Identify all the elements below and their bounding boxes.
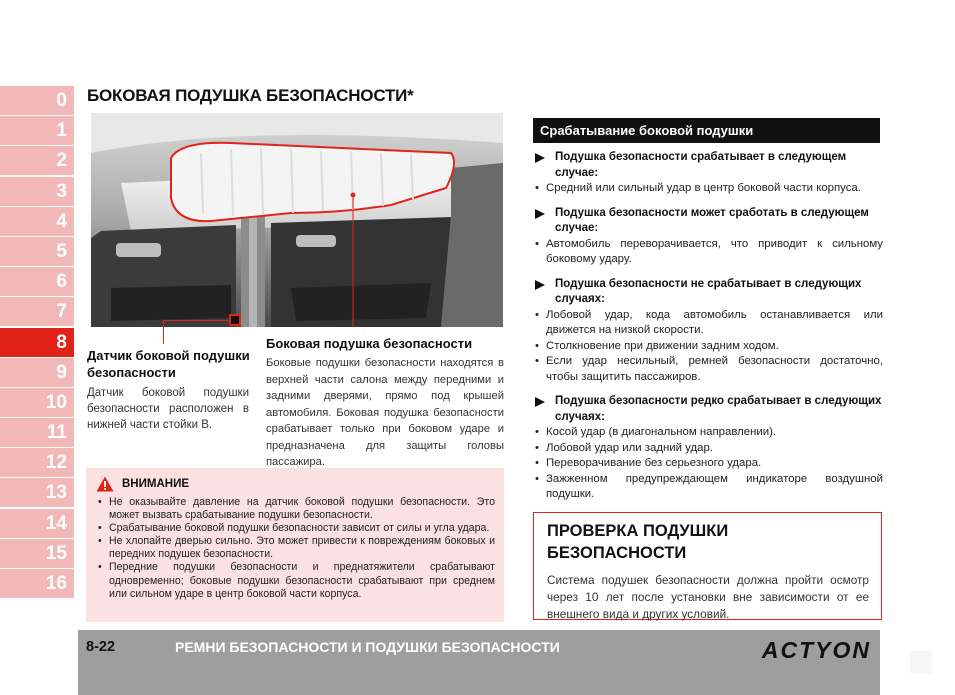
case-item: • Автомобиль переворачивается, что приводит к сильному боковому удару. <box>533 237 883 268</box>
chapter-tab-4[interactable]: 4 <box>0 207 74 236</box>
chapter-title: РЕМНИ БЕЗОПАСНОСТИ И ПОДУШКИ БЕЗОПАСНОСТИ <box>175 639 560 655</box>
inspection-title: ПРОВЕРКА ПОДУШКИ БЕЗОПАСНОСТИ <box>547 522 729 562</box>
inspection-text: Система подушек безопасности должна пройти осмотр через 10 лет после установки вне зависимости от ее внешнего вида и других условий. <box>547 573 869 621</box>
warning-heading <box>96 476 495 492</box>
arrow-right-icon <box>535 280 545 290</box>
chapter-tabs <box>0 86 74 599</box>
chapter-tab-0[interactable]: 0 <box>0 86 74 115</box>
airbag-text: Боковые подушки безопасности находятся в верхней части салона между передними и задними дверями, прямо под крышей автомобиля. Боковая подушка безопасности срабатывает только при боковом ударе и предназначена для защиты головы пассажира. <box>266 357 504 468</box>
airbag-title: Боковая подушка безопасности <box>266 336 473 351</box>
case-heading: Подушка безопасности не срабатывает в следующих случаях: <box>533 277 883 308</box>
warning-item: • Срабатывание боковой подушки безопасности зависит от силы и угла удара. <box>96 522 495 535</box>
sensor-marker <box>229 314 241 326</box>
chapter-tab-13[interactable]: 13 <box>0 478 74 507</box>
case-item: • Зажженном предупреждающем индикаторе воздушной подушки. <box>533 472 883 503</box>
warning-list <box>96 496 495 601</box>
brand-logo: ACTYON <box>761 637 871 663</box>
corner-mark <box>910 651 932 673</box>
sensor-callout-line-vertical <box>163 320 164 344</box>
page-footer <box>78 630 880 695</box>
chapter-tab-16[interactable]: 16 <box>0 569 74 598</box>
sensor-text: Датчик боковой подушки безопасности расположен в нижней части стойки B. <box>87 387 249 431</box>
chapter-tab-9[interactable]: 9 <box>0 358 74 387</box>
case-list <box>533 181 883 197</box>
page-title: БОКОВАЯ ПОДУШКА БЕЗОПАСНОСТИ* <box>87 86 414 105</box>
deployment-cases <box>533 150 883 512</box>
chapter-tab-10[interactable]: 10 <box>0 388 74 417</box>
chapter-tab-7[interactable]: 7 <box>0 297 74 326</box>
chapter-tab-8[interactable]: 8 <box>0 328 74 357</box>
arrow-right-icon <box>535 153 545 163</box>
case-heading: Подушка безопасности срабатывает в следующем случае: <box>533 150 883 181</box>
chapter-tab-15[interactable]: 15 <box>0 539 74 568</box>
case-item: • Средний или сильный удар в центр боковой части корпуса. <box>533 181 883 197</box>
warning-box <box>86 468 504 622</box>
case-item: • Лобовой удар, кода автомобиль останавливается или движется на низкой скорости. <box>533 308 883 339</box>
case-list <box>533 237 883 268</box>
chapter-tab-2[interactable]: 2 <box>0 146 74 175</box>
deployment-section-header: Срабатывание боковой подушки <box>533 118 880 143</box>
warning-triangle-icon <box>96 476 114 492</box>
case-item: • Лобовой удар или задний удар. <box>533 441 883 457</box>
arrow-right-icon <box>535 209 545 219</box>
chapter-tab-12[interactable]: 12 <box>0 448 74 477</box>
chapter-tab-11[interactable]: 11 <box>0 418 74 447</box>
case-item: • Косой удар (в диагональном направлении). <box>533 425 883 441</box>
case-heading: Подушка безопасности редко срабатывает в следующих случаях: <box>533 394 883 425</box>
warning-item: • Передние подушки безопасности и преднатяжители срабатывают одновременно; боковые подушки безопасности срабатывают при среднем или сильном ударе в центр боковой части корпуса. <box>96 561 495 600</box>
chapter-tab-14[interactable]: 14 <box>0 509 74 538</box>
case-list <box>533 425 883 503</box>
case-item: • Если удар несильный, ремней безопасности достаточно, чтобы защитить пассажиров. <box>533 354 883 385</box>
chapter-tab-5[interactable]: 5 <box>0 237 74 266</box>
case-item: • Переворачивание без серьезного удара. <box>533 456 883 472</box>
sensor-title: Датчик боковой подушки безопасности <box>87 348 250 380</box>
arrow-right-icon <box>535 397 545 407</box>
sensor-callout-line <box>163 320 229 321</box>
warning-heading-text: ВНИМАНИЕ <box>122 478 190 490</box>
chapter-tab-3[interactable]: 3 <box>0 177 74 206</box>
case-list <box>533 308 883 386</box>
chapter-tab-6[interactable]: 6 <box>0 267 74 296</box>
airbag-photo <box>91 113 503 327</box>
case-heading: Подушка безопасности может сработать в следующем случае: <box>533 206 883 237</box>
chapter-tab-1[interactable]: 1 <box>0 116 74 145</box>
case-item: • Столкновение при движении задним ходом. <box>533 339 883 355</box>
inspection-box <box>533 512 882 620</box>
warning-item: • Не оказывайте давление на датчик боковой подушки безопасности. Это может вызвать срабатывание подушки безопасности. <box>96 496 495 522</box>
warning-item: • Не хлопайте дверью сильно. Это может привести к повреждениям боковых и передних подушек безопасности. <box>96 535 495 561</box>
page-number: 8-22 <box>86 639 116 655</box>
